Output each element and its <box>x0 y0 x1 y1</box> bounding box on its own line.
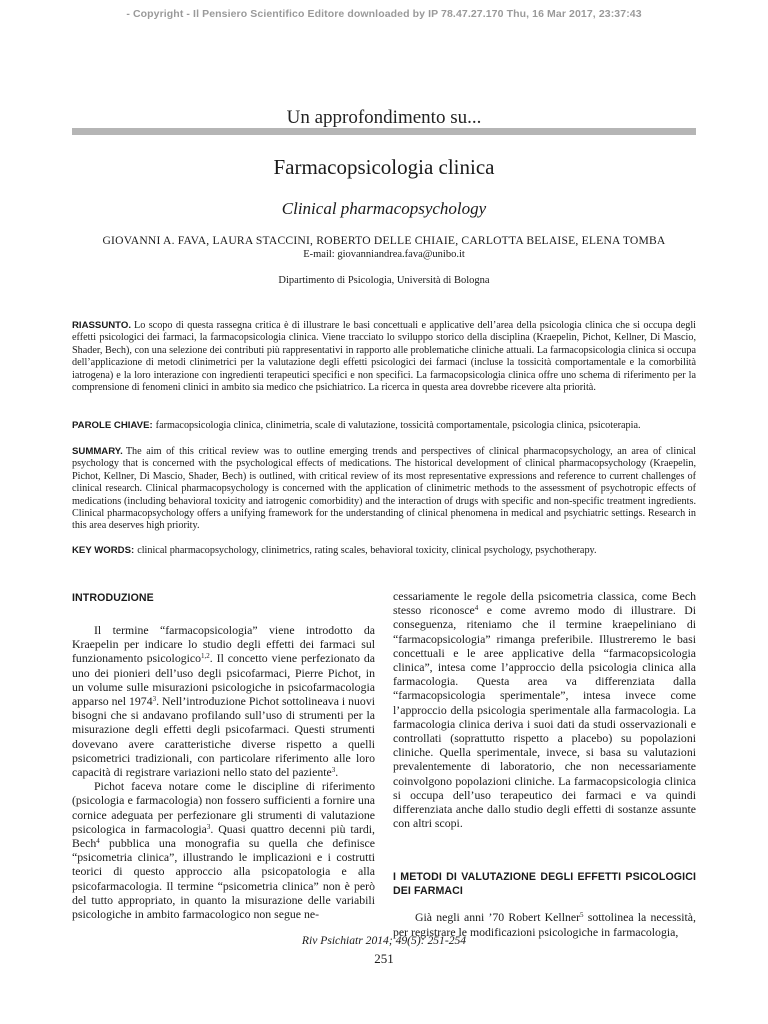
text-run: e come avremo modo di illustrare. Di conseguenza, riteniamo che il termine kraepeliniano di “farmacopsicologia” rimanga preferibile. Illustreremo le basi concettuali e le aree applicative della “farmacopsicologia clinica”, intesa come l’approccio della psicologia clinica alla farmacologia. Questa area va differenziata dalla “farmacopsicologia sperimentale”, intesa invece come l’approccio della psicologia sperimentale alla farmacologia. La farmacologia clinica deriva i suoi dati da studi osservazionali e controllati (soprattutto rispetto a placebo) su popolazioni cliniche. Quella sperimentale, invece, si basa su valutazioni prevalentemente di laboratorio, che non necessariamente coinvolgono popolazioni cliniche. La farmacopsicologia clinica si occupa dell’uso terapeutico dei farmaci e va quindi differenziata anche dallo studio degli effetti di sostanze assunte con altri scopi. <box>393 603 696 831</box>
body-paragraph <box>393 589 696 830</box>
text-run: . Nell’introduzione Pichot sottolineava i nuovi bisogni che si andavano profilando sull’uso di strumenti per la misurazione degli effetti degli psicofarmaci. Questi strumenti dovevano avere caratteristiche diverse rispetto a quelli psicometrici tradizionali, con particolare riferimento alle loro capacità di registrare variazioni nello stato del paziente <box>72 694 376 780</box>
parole-chiave-label: PAROLE CHIAVE: <box>72 420 153 431</box>
copyright-notice: - Copyright - Il Pensiero Scientifico Editore downloaded by IP 78.47.27.170 Thu, 16 Mar 2017, 23:37:43 <box>126 8 642 20</box>
text-run: Già negli anni ’70 Robert Kellner <box>415 910 581 925</box>
section-title: Un approfondimento su... <box>286 107 482 128</box>
riassunto-label: RIASSUNTO. <box>72 320 131 331</box>
text-run: pubblica una monografia su quella che definisce “psicometria clinica”, illustrando le implicazioni e i costrutti teorici di questo approccio alla psicopatologia e alla psicofarmacologia. Il termine “psicometria clinica” non è però del tutto appropriato, in quanto la misurazione delle variabili psicologiche in ambito farmacologico non segue ne- <box>72 836 375 922</box>
keywords-text: clinical pharmacopsychology, clinimetrics, rating scales, behavioral toxicity, clinical psychology, psychotherapy. <box>137 545 597 556</box>
journal-citation: Riv Psichiatr 2014; 49(5): 251-254 <box>301 934 467 947</box>
citation: 3 <box>331 766 336 775</box>
citation: 5 <box>580 911 584 920</box>
header-rule <box>72 128 696 135</box>
parole-chiave-paragraph <box>72 420 696 432</box>
summary-paragraph <box>72 446 696 533</box>
riassunto-paragraph <box>72 320 696 394</box>
page-number: 251 <box>374 951 394 966</box>
summary-label: SUMMARY. <box>72 446 123 457</box>
methods-heading: I METODI DI VALUTAZIONE DEGLI EFFETTI PSICOLOGICI DEI FARMACI <box>393 871 696 898</box>
keywords-paragraph <box>72 545 696 557</box>
body-paragraph <box>72 623 375 779</box>
author-email: E-mail: giovanniandrea.fava@unibo.it <box>303 249 465 260</box>
parole-chiave-text: farmacopsicologia clinica, clinimetria, scale di valutazione, tossicità comportamentale, psicologia clinica, psicoterapia. <box>155 420 641 431</box>
intro-heading: INTRODUZIONE <box>72 592 154 604</box>
riassunto-text: Lo scopo di questa rassegna critica è di illustrare le basi concettuali e applicative dell’area della psicologia clinica che si occupa degli effetti psicologici dei farmaci, la farmacopsicologia clinica. Viene tracciato lo sviluppo storico della disciplina (Kraepelin, Pichot, Kellner, Di Mascio, Shader, Bech), con una selezione dei contributi più rappresentativi in rapporto alle problematiche cliniche attuali. La farmacopsicologia clinica si occupa dell’applicazione di metodi clinimetrici per la valutazione degli effetti psicologici dei farmaci (incluse la tossicità comportamentale e la comorbilità iatrogena) e la loro interazione con ingredienti terapeutici specifici e non specifici. La farmacopsicologia clinica offre uno schema di riferimento per la comprensione di fenomeni clinici in ambito sia medico che psichiatrico. La ricerca in questa area dovrebbe ricevere alta priorità. <box>72 320 696 394</box>
article-title: Farmacopsicologia clinica <box>273 155 495 179</box>
citation: 3 <box>152 695 157 704</box>
authors: GIOVANNI A. FAVA, LAURA STACCINI, ROBERTO DELLE CHIAIE, CARLOTTA BELAISE, ELENA TOMBA <box>102 234 666 247</box>
text-run: cessariamente le regole della psicometria classica, come Bech stesso riconosce <box>393 589 696 618</box>
citation: 1,2 <box>201 652 210 661</box>
right-column <box>393 589 696 939</box>
article-subtitle: Clinical pharmacopsychology <box>281 199 487 218</box>
summary-text: The aim of this critical review was to outline emerging trends and perspectives of clinical pharmacopsychology, an area of clinical psychology that is concerned with the psychological effects of medications. The historical development of clinical pharmacopsychology (Kraepelin, Pichot, Kellner, Di Mascio, Shader, Bech) is outlined, with critical review of its most representative expressions and reference to current challenges of clinical research. Clinical pharmacopsychology is concerned with the application of clinimetric methods to the assessment of psychotropic effects of medications (including behavioral toxicity and iatrogenic comorbidity) and the interaction of drugs with specific and non-specific treatment ingredients. Clinical pharmacopsychology offers a unifying framework for the understanding of clinical phenomena in medical and psychiatric settings. Research in this area deserves high priority. <box>72 446 696 532</box>
affiliation: Dipartimento di Psicologia, Università di Bologna <box>278 275 490 286</box>
text-run: sottolinea la necessità, per registrare le modificazioni psicologiche in farmacologia, <box>393 910 696 939</box>
left-column <box>72 591 375 921</box>
body-paragraph <box>72 779 375 921</box>
keywords-label: KEY WORDS: <box>72 545 135 556</box>
text-run: . <box>335 765 339 780</box>
citation: 3 <box>206 822 211 831</box>
citation: 4 <box>474 604 479 613</box>
text-run: . Il concetto viene perfezionato da uno dei pionieri dell’uso degli psicofarmaci, Pierre Pichot, in un volume sulle misurazioni psicologiche in psicofarmacologia apparso nel 1974 <box>72 651 375 709</box>
text-run: Pichot faceva notare come le discipline di riferimento (psicologia e farmacologia) non fossero sufficienti a fornire una cornice adeguata per perfezionare gli strumenti di valutazione psicologica in farmacologia <box>72 779 375 836</box>
text-run: . Quasi quattro decenni più tardi, Bech <box>72 821 375 851</box>
text-run: Il termine “farmacopsicologia” viene introdotto da Kraepelin per indicare lo studio degli effetti dei farmaci sul funzionamento psicologico <box>72 623 375 666</box>
citation: 4 <box>96 837 100 846</box>
